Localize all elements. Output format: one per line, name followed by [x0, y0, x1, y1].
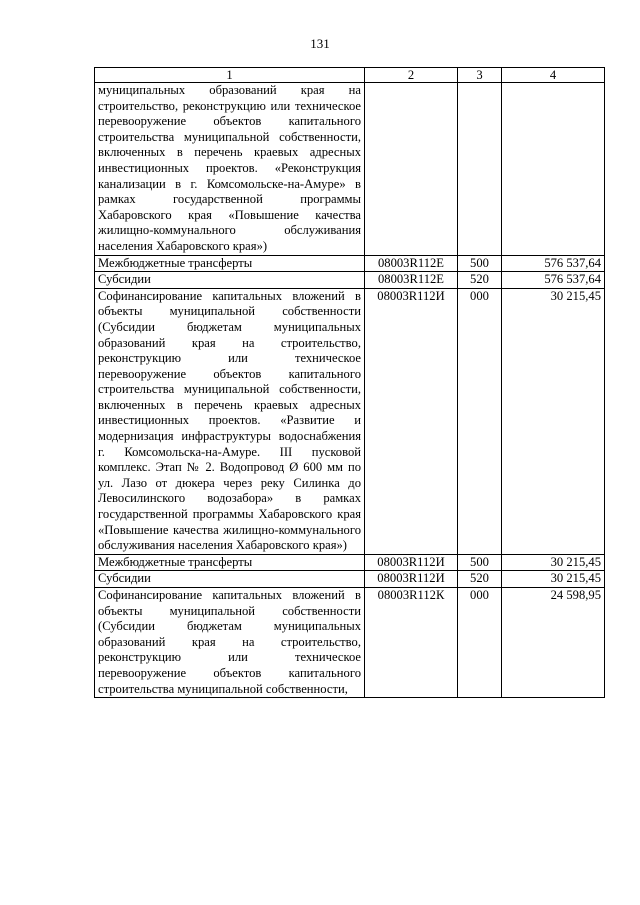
row-amount: 30 215,45 — [502, 554, 605, 571]
row-expense-kind: 500 — [458, 255, 502, 272]
row-code: 08003R112Е — [365, 272, 458, 289]
row-amount — [502, 83, 605, 256]
row-description: муниципальных образований края на строительство, реконструкцию или техническое перевооружение объектов капитального строительства муниципальной собственности, включенных в перечень краевых адресных инвестиционных проектов. «Реконструкция канализации в г. Комсомольске-на-Амуре» в рамках государственной программы Хабаровского края «Повышение качества жилищно-коммунального обслуживания населения Хабаровского края») — [95, 83, 365, 256]
table-row — [95, 255, 605, 272]
row-code: 08003R112К — [365, 588, 458, 698]
table-row — [95, 288, 605, 554]
row-code: 08003R112И — [365, 554, 458, 571]
header-col-3: 3 — [458, 68, 502, 83]
row-expense-kind: 520 — [458, 571, 502, 588]
row-amount: 576 537,64 — [502, 255, 605, 272]
table-row — [95, 571, 605, 588]
table-row — [95, 83, 605, 256]
header-col-1: 1 — [95, 68, 365, 83]
row-amount: 30 215,45 — [502, 571, 605, 588]
row-code: 08003R112Е — [365, 255, 458, 272]
table-row — [95, 554, 605, 571]
table-row — [95, 588, 605, 698]
row-amount: 24 598,95 — [502, 588, 605, 698]
row-amount: 576 537,64 — [502, 272, 605, 289]
row-description: Субсидии — [95, 272, 365, 289]
table-row — [95, 272, 605, 289]
page-number: 131 — [310, 36, 330, 51]
row-expense-kind — [458, 83, 502, 256]
row-expense-kind: 000 — [458, 288, 502, 554]
row-expense-kind: 500 — [458, 554, 502, 571]
row-code: 08003R112И — [365, 571, 458, 588]
row-description: Софинансирование капитальных вложений в объекты муниципальной собственности (Субсидии бюджетам муниципальных образований края на строительство, реконструкцию или техническое перевооружение объектов капитального строительства муниципальной собственности, — [95, 588, 365, 698]
row-code — [365, 83, 458, 256]
row-expense-kind: 000 — [458, 588, 502, 698]
row-amount: 30 215,45 — [502, 288, 605, 554]
header-col-2: 2 — [365, 68, 458, 83]
row-code: 08003R112И — [365, 288, 458, 554]
budget-table — [94, 67, 605, 698]
row-description: Субсидии — [95, 571, 365, 588]
row-description: Межбюджетные трансферты — [95, 554, 365, 571]
header-col-4: 4 — [502, 68, 605, 83]
row-description: Софинансирование капитальных вложений в объекты муниципальной собственности (Субсидии бюджетам муниципальных образований края на строительство, реконструкцию или техническое перевооружение объектов капитального строительства муниципальной собственности, включенных в перечень краевых адресных инвестиционных проектов. «Развитие и модернизация инфраструктуры водоснабжения г. Комсомольска-на-Амуре. III пусковой комплекс. Этап № 2. Водопровод Ø 600 мм по ул. Лазо от дюкера через реку Силинка до Левосилинского водозабора» в рамках государственной программы Хабаровского края «Повышение качества жилищно-коммунального обслуживания населения Хабаровского края») — [95, 288, 365, 554]
row-expense-kind: 520 — [458, 272, 502, 289]
table-header-row — [95, 68, 605, 83]
row-description: Межбюджетные трансферты — [95, 255, 365, 272]
